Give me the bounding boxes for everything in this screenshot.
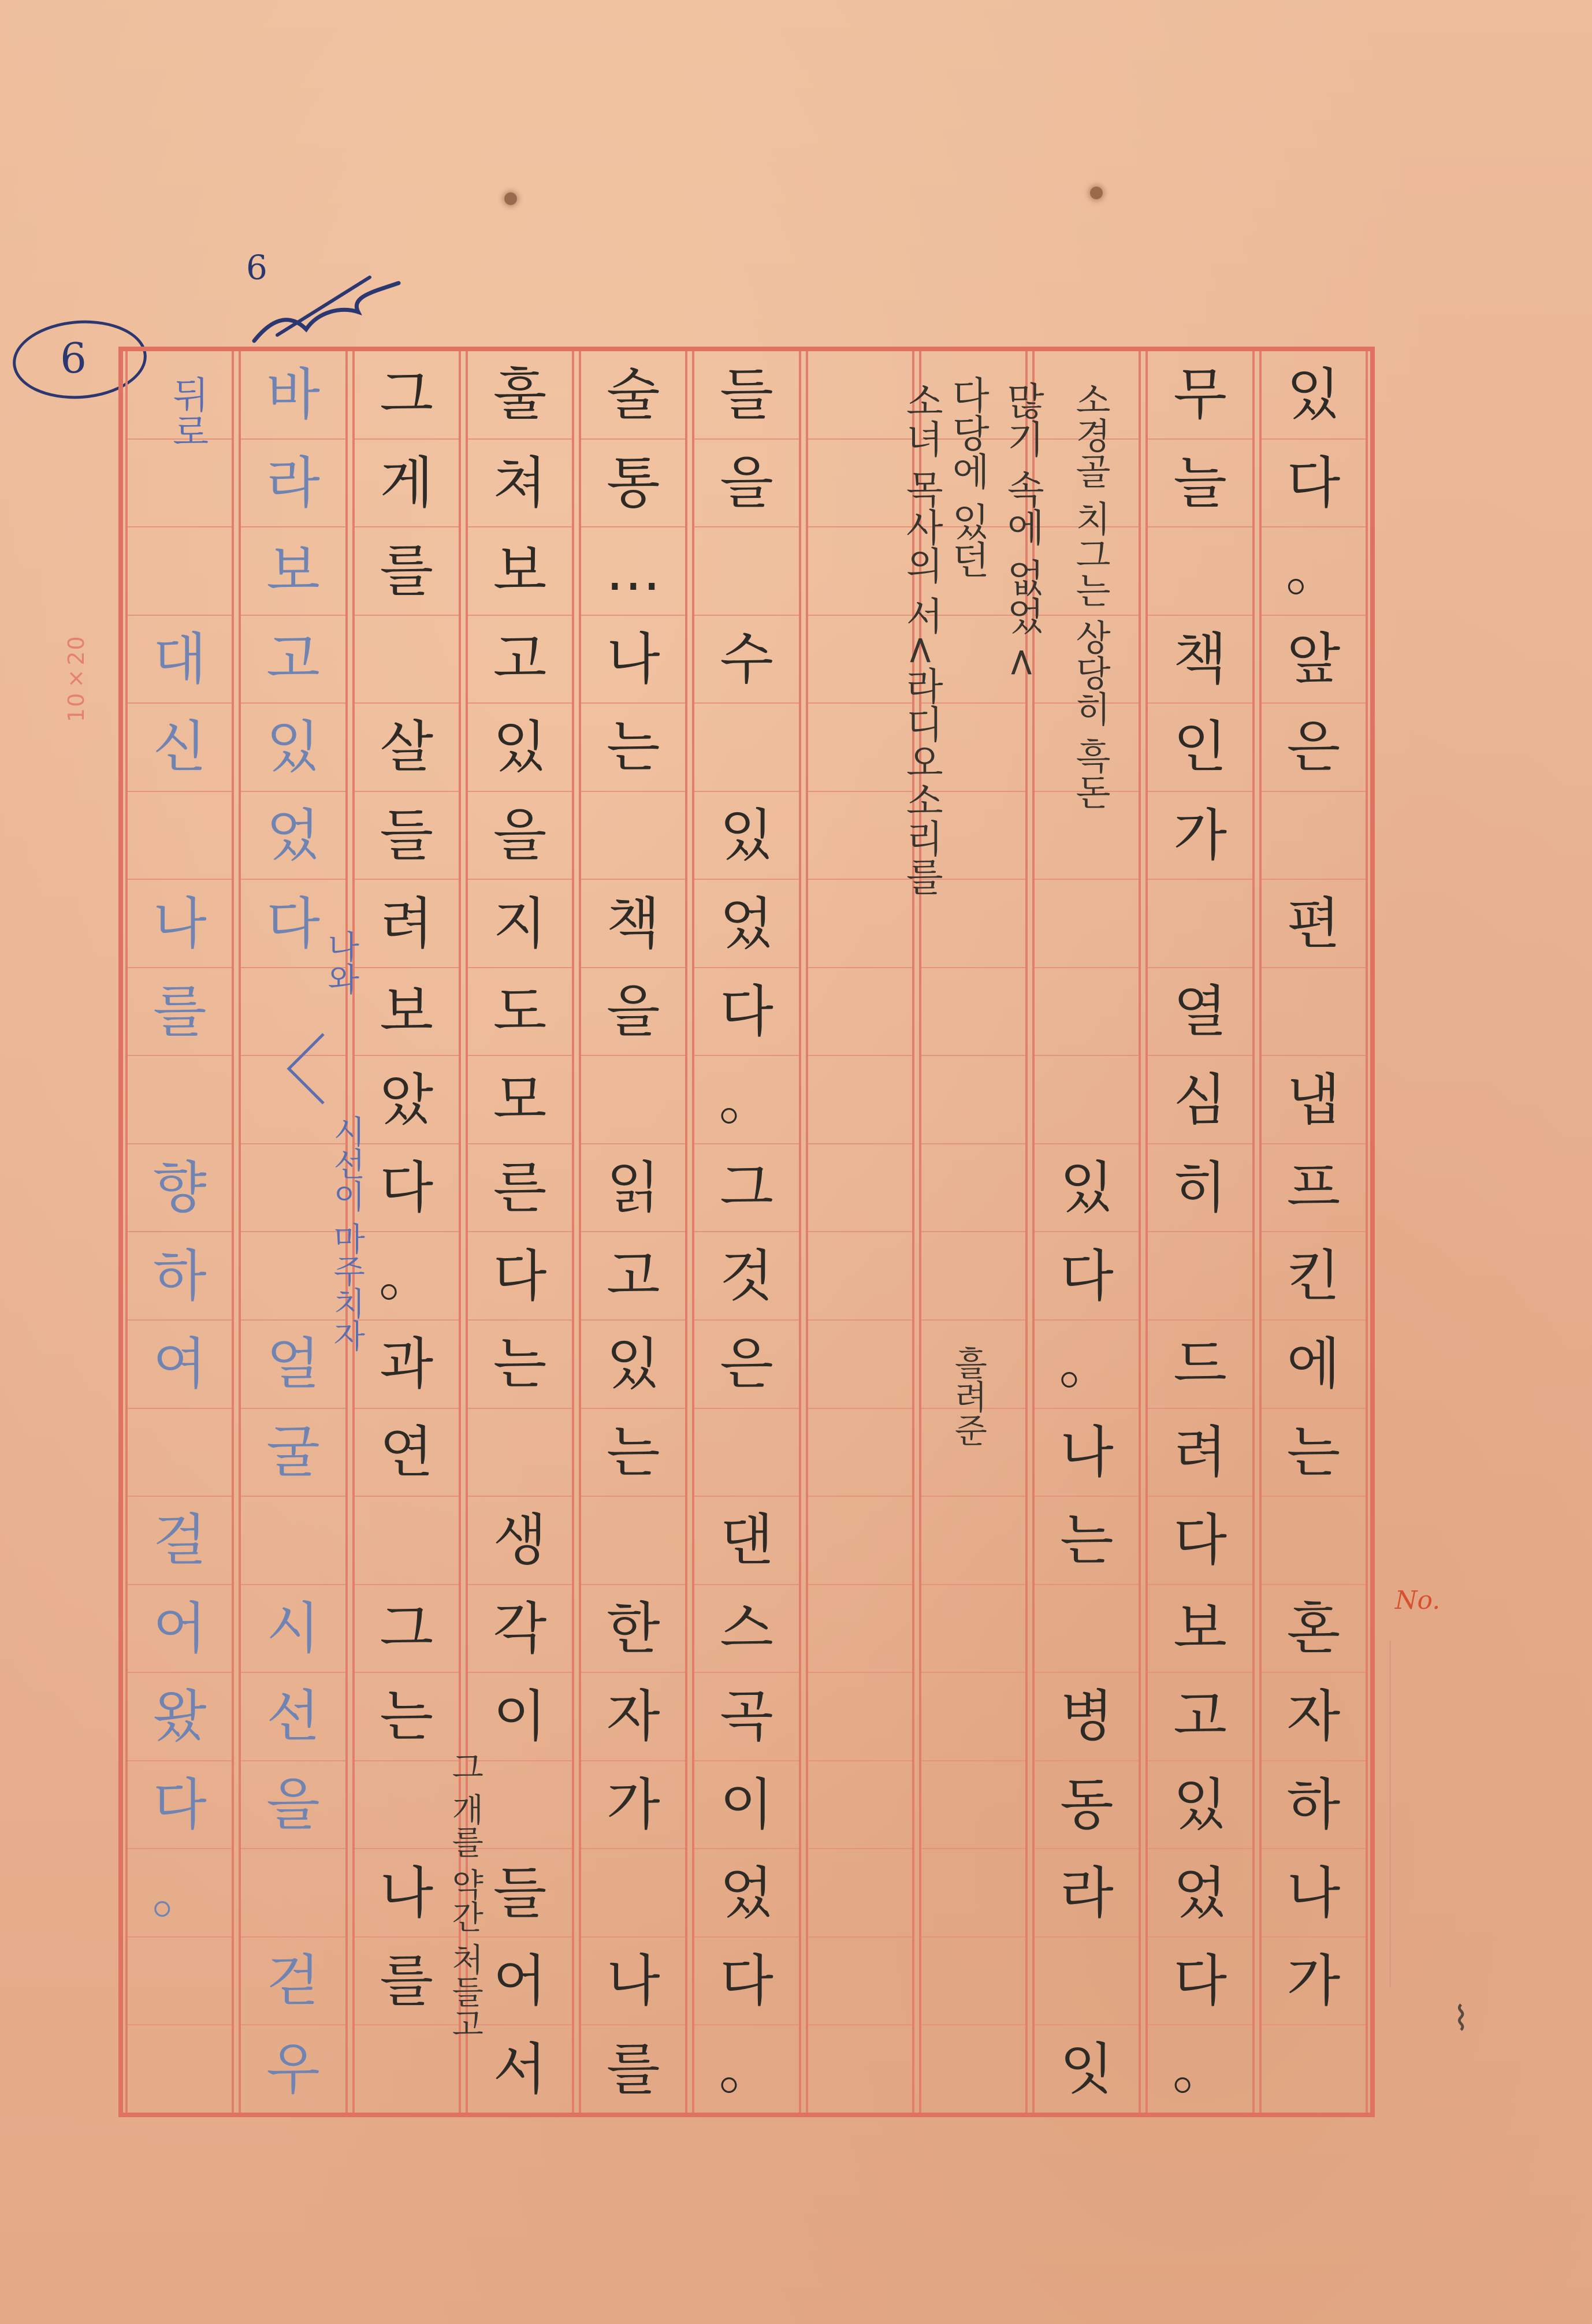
grid-cell: 것 <box>694 1232 798 1321</box>
grid-cell <box>808 440 912 528</box>
grid-cell <box>468 1409 572 1497</box>
grid-cell: 라 <box>1035 1849 1139 1938</box>
manuscript-grid <box>118 347 1375 2117</box>
grid-cell <box>355 1761 459 1850</box>
grid-cell: 나 <box>1262 1849 1366 1938</box>
grid-cell: 히 <box>1148 1144 1252 1233</box>
grid-cell <box>808 1673 912 1761</box>
grid-column <box>352 351 461 2113</box>
grid-cell: 보 <box>355 968 459 1057</box>
grid-cell: 을 <box>241 1761 345 1850</box>
grid-cell <box>808 880 912 968</box>
grid-cell: 혼 <box>1262 1585 1366 1674</box>
insert-col4-top: 다당에 있던 <box>945 375 990 578</box>
grid-cell: 보 <box>468 527 572 616</box>
grid-cell: 다 <box>694 968 798 1057</box>
grid-cell: 무 <box>1148 351 1252 440</box>
grid-cell <box>808 1144 912 1233</box>
grid-cell: 대 <box>128 616 232 704</box>
grid-cell <box>808 527 912 616</box>
grid-cell: 었 <box>694 880 798 968</box>
grid-cell: 았 <box>355 1056 459 1144</box>
grid-cell: 는 <box>468 1321 572 1409</box>
grid-cell: 드 <box>1148 1321 1252 1409</box>
grid-column <box>806 351 914 2113</box>
grid-cell: 을 <box>468 792 572 880</box>
grid-cell: 시 <box>241 1585 345 1674</box>
grid-cell: 동 <box>1035 1761 1139 1850</box>
grid-cell: 책 <box>1148 616 1252 704</box>
grid-cell: 병 <box>1035 1673 1139 1761</box>
grid-cell: 열 <box>1148 968 1252 1057</box>
grid-cell: 른 <box>468 1144 572 1233</box>
grid-cell <box>808 1497 912 1585</box>
grid-cell: 보 <box>241 527 345 616</box>
grid-cell: 향 <box>128 1144 232 1233</box>
grid-cell: 책 <box>581 880 685 968</box>
grid-cell: 있 <box>1035 1144 1139 1233</box>
grid-cell: 가 <box>1148 792 1252 880</box>
grid-cell: 하 <box>1262 1761 1366 1850</box>
grid-cell: 여 <box>128 1321 232 1409</box>
grid-cell: 다 <box>128 1761 232 1850</box>
insert-col11-top: 뒤로 <box>166 375 209 449</box>
grid-cell: 곡 <box>694 1673 798 1761</box>
grid-cell: 있 <box>694 792 798 880</box>
grid-cell <box>694 527 798 616</box>
grid-cell <box>581 1849 685 1938</box>
grid-cell: 。 <box>355 1232 459 1321</box>
grid-cell: 는 <box>1035 1497 1139 1585</box>
grid-cell <box>808 968 912 1057</box>
grid-cell: 걸 <box>128 1497 232 1585</box>
grid-cell: 다 <box>1148 1938 1252 2026</box>
grid-cell: 를 <box>355 1938 459 2026</box>
margin-scribble: ⌇ <box>1453 1999 1470 2038</box>
grid-cell: 프 <box>1262 1144 1366 1233</box>
grid-cell: 한 <box>581 1585 685 1674</box>
grid-cell: 나 <box>355 1849 459 1938</box>
grid-cell <box>1262 792 1366 880</box>
grid-cell <box>1035 1585 1139 1674</box>
grid-cell: 나 <box>1035 1409 1139 1497</box>
grid-cell: … <box>581 527 685 616</box>
grid-cell: 있 <box>1262 351 1366 440</box>
grid-cell: 가 <box>1262 1938 1366 2026</box>
grid-cell <box>581 1056 685 1144</box>
grid-cell: 를 <box>128 968 232 1057</box>
grid-cell: 과 <box>355 1321 459 1409</box>
grid-cell: 킨 <box>1262 1232 1366 1321</box>
grid-cell <box>1148 527 1252 616</box>
grid-cell: 지 <box>468 880 572 968</box>
insert-col3-top: 소경골 치그는 상당히 흑돈 <box>1069 381 1112 810</box>
grid-cell <box>581 1497 685 1585</box>
punch-hole-left <box>504 192 517 205</box>
grid-cell: 고 <box>581 1232 685 1321</box>
grid-cell <box>694 704 798 792</box>
grid-cell: 는 <box>581 1409 685 1497</box>
grid-cell <box>241 1849 345 1938</box>
grid-cell: 인 <box>1148 704 1252 792</box>
grid-cell: 나 <box>581 616 685 704</box>
insert-col9-rev: 그 개를 약간 처들고 <box>446 1750 484 2040</box>
grid-cell: 가 <box>581 1761 685 1850</box>
grid-cell: 바 <box>241 351 345 440</box>
grid-cell <box>355 2025 459 2113</box>
grid-cell <box>808 792 912 880</box>
grid-cell: 술 <box>581 351 685 440</box>
grid-cell <box>1035 1938 1139 2026</box>
grid-cell: 는 <box>355 1673 459 1761</box>
grid-cell: 을 <box>581 968 685 1057</box>
grid-cell: 도 <box>468 968 572 1057</box>
grid-cell: 들 <box>694 351 798 440</box>
grid-cell <box>581 792 685 880</box>
grid-cell: 었 <box>694 1849 798 1938</box>
grid-cell: 있 <box>468 704 572 792</box>
grid-cell: 걷 <box>241 1938 345 2026</box>
grid-column <box>1145 351 1254 2113</box>
insert-col3-mid: 많기 속에 없었 < <box>1000 381 1045 679</box>
grid-cell: 그 <box>694 1144 798 1233</box>
grid-cell <box>808 1321 912 1409</box>
grid-cell <box>808 1938 912 2026</box>
grid-cell: 。 <box>1172 2036 1228 2102</box>
grid-cell: 그 <box>355 1585 459 1674</box>
grid-cell: 나 <box>128 880 232 968</box>
grid-cell <box>1262 968 1366 1057</box>
renumber-text: 6 <box>246 248 267 287</box>
grid-cell <box>355 1497 459 1585</box>
insert-col4-text: 소녀 목사의 서<라디오소리를 <box>899 381 944 895</box>
insert-col10-rev2: 시선이 마주치자 <box>328 1115 366 1352</box>
grid-cell: 다 <box>468 1232 572 1321</box>
grid-cell: 려 <box>355 880 459 968</box>
grid-cell: 들 <box>468 1849 572 1938</box>
page-number: 6 <box>60 334 87 382</box>
grid-cell: 그 <box>355 351 459 440</box>
grid-cell: 쳐 <box>468 440 572 528</box>
grid-cell: 은 <box>694 1321 798 1409</box>
grid-cell: 앞 <box>1262 616 1366 704</box>
grid-cell <box>128 1409 232 1497</box>
grid-cell: 게 <box>355 440 459 528</box>
grid-cell: 었 <box>241 792 345 880</box>
grid-cell: 려 <box>1148 1409 1252 1497</box>
grid-cell: 신 <box>128 704 232 792</box>
grid-cell: 늘 <box>1148 440 1252 528</box>
grid-cell <box>808 1585 912 1674</box>
grid-cell: 라 <box>241 440 345 528</box>
grid-cell: 스 <box>694 1585 798 1674</box>
grid-cell: 고 <box>468 616 572 704</box>
grid-column <box>692 351 801 2113</box>
grid-cell: 모 <box>468 1056 572 1144</box>
grid-cell: 훌 <box>468 351 572 440</box>
grid-cell: 자 <box>581 1673 685 1761</box>
grid-cell: 들 <box>355 792 459 880</box>
grid-cell: 생 <box>468 1497 572 1585</box>
grid-cell: 다 <box>694 1938 798 2026</box>
grid-cell: 하 <box>128 1232 232 1321</box>
grid-cell: 잇 <box>1059 2036 1114 2102</box>
grid-cell <box>808 1232 912 1321</box>
grid-cell: 수 <box>694 616 798 704</box>
grid-column <box>125 351 234 2113</box>
grid-cell <box>808 1409 912 1497</box>
grid-cell: 우 <box>266 2036 320 2102</box>
grid-cell <box>808 2025 912 2113</box>
grid-cell: 냅 <box>1262 1056 1366 1144</box>
grid-cell: 보 <box>1148 1585 1252 1674</box>
grid-cell: 있 <box>581 1321 685 1409</box>
grid-cell: 。 <box>719 2036 775 2102</box>
margin-guide-line <box>1389 1641 1391 1987</box>
grid-cell: 얼 <box>241 1321 345 1409</box>
grid-cell: 심 <box>1148 1056 1252 1144</box>
grid-cell: 선 <box>241 1673 345 1761</box>
grid-cell: 다 <box>241 880 345 968</box>
grid-cell <box>128 1938 232 2026</box>
grid-cell <box>1148 880 1252 968</box>
punch-hole-right <box>1090 187 1103 199</box>
grid-cell: 는 <box>1262 1409 1366 1497</box>
grid-cell: 굴 <box>241 1409 345 1497</box>
grid-cell <box>808 616 912 704</box>
grid-cell <box>128 2025 232 2113</box>
grid-cell: 은 <box>1262 704 1366 792</box>
grid-cell <box>128 1056 232 1144</box>
grid-cell <box>1262 2025 1366 2113</box>
grid-cell: 고 <box>1148 1673 1252 1761</box>
grid-cell: 연 <box>355 1409 459 1497</box>
insertion-caret-icon <box>277 1028 347 1109</box>
grid-cell: 나 <box>581 1938 685 2026</box>
grid-cell: 편 <box>1262 880 1366 968</box>
grid-cell: 에 <box>1262 1321 1366 1409</box>
grid-cell <box>128 527 232 616</box>
grid-cell <box>355 616 459 704</box>
grid-cell: 다 <box>1148 1497 1252 1585</box>
grid-cell: 。 <box>694 1056 798 1144</box>
form-no-label: No. <box>1395 1586 1441 1615</box>
grid-cell: 를 <box>606 2036 660 2102</box>
grid-cell <box>1262 1497 1366 1585</box>
grid-cell: 각 <box>468 1585 572 1674</box>
insert-col4-rev: 흘려준 <box>948 1346 988 1447</box>
grid-cell: 있 <box>1148 1761 1252 1850</box>
grid-cell: 。 <box>128 1849 232 1938</box>
grid-cell: 。 <box>1262 527 1366 616</box>
grid-cell: 살 <box>355 704 459 792</box>
grid-cell: 이 <box>694 1761 798 1850</box>
insert-col10-rev: 나와 <box>322 930 360 995</box>
grid-cell: 어 <box>128 1585 232 1674</box>
grid-cell: 어 <box>468 1938 572 2026</box>
grid-cell: 다 <box>355 1144 459 1233</box>
grid-cell <box>808 351 912 440</box>
grid-cell: 를 <box>355 527 459 616</box>
grid-cell: 。 <box>1035 1321 1139 1409</box>
grid-cell: 을 <box>694 440 798 528</box>
grid-cell <box>808 1849 912 1938</box>
grid-cell <box>1148 1232 1252 1321</box>
grid-cell <box>808 1761 912 1850</box>
grid-column <box>1259 351 1368 2113</box>
grid-column <box>579 351 687 2113</box>
grid-cell: 서 <box>493 2036 547 2102</box>
grid-cell: 는 <box>581 704 685 792</box>
grid-cell: 읽 <box>581 1144 685 1233</box>
grid-cell <box>128 792 232 880</box>
grid-cell <box>694 1409 798 1497</box>
grid-cell: 자 <box>1262 1673 1366 1761</box>
grid-cell: 있 <box>241 704 345 792</box>
grid-cell: 고 <box>241 616 345 704</box>
grid-cell: 었 <box>1148 1849 1252 1938</box>
grid-cell: 댄 <box>694 1497 798 1585</box>
grid-cell <box>808 704 912 792</box>
grid-cell: 다 <box>1035 1232 1139 1321</box>
grid-cell: 다 <box>1262 440 1366 528</box>
grid-cell <box>808 1056 912 1144</box>
grid-cell: 왔 <box>128 1673 232 1761</box>
grid-size-label: 10×20 <box>64 635 89 722</box>
grid-cell: 통 <box>581 440 685 528</box>
grid-cell: 이 <box>468 1673 572 1761</box>
